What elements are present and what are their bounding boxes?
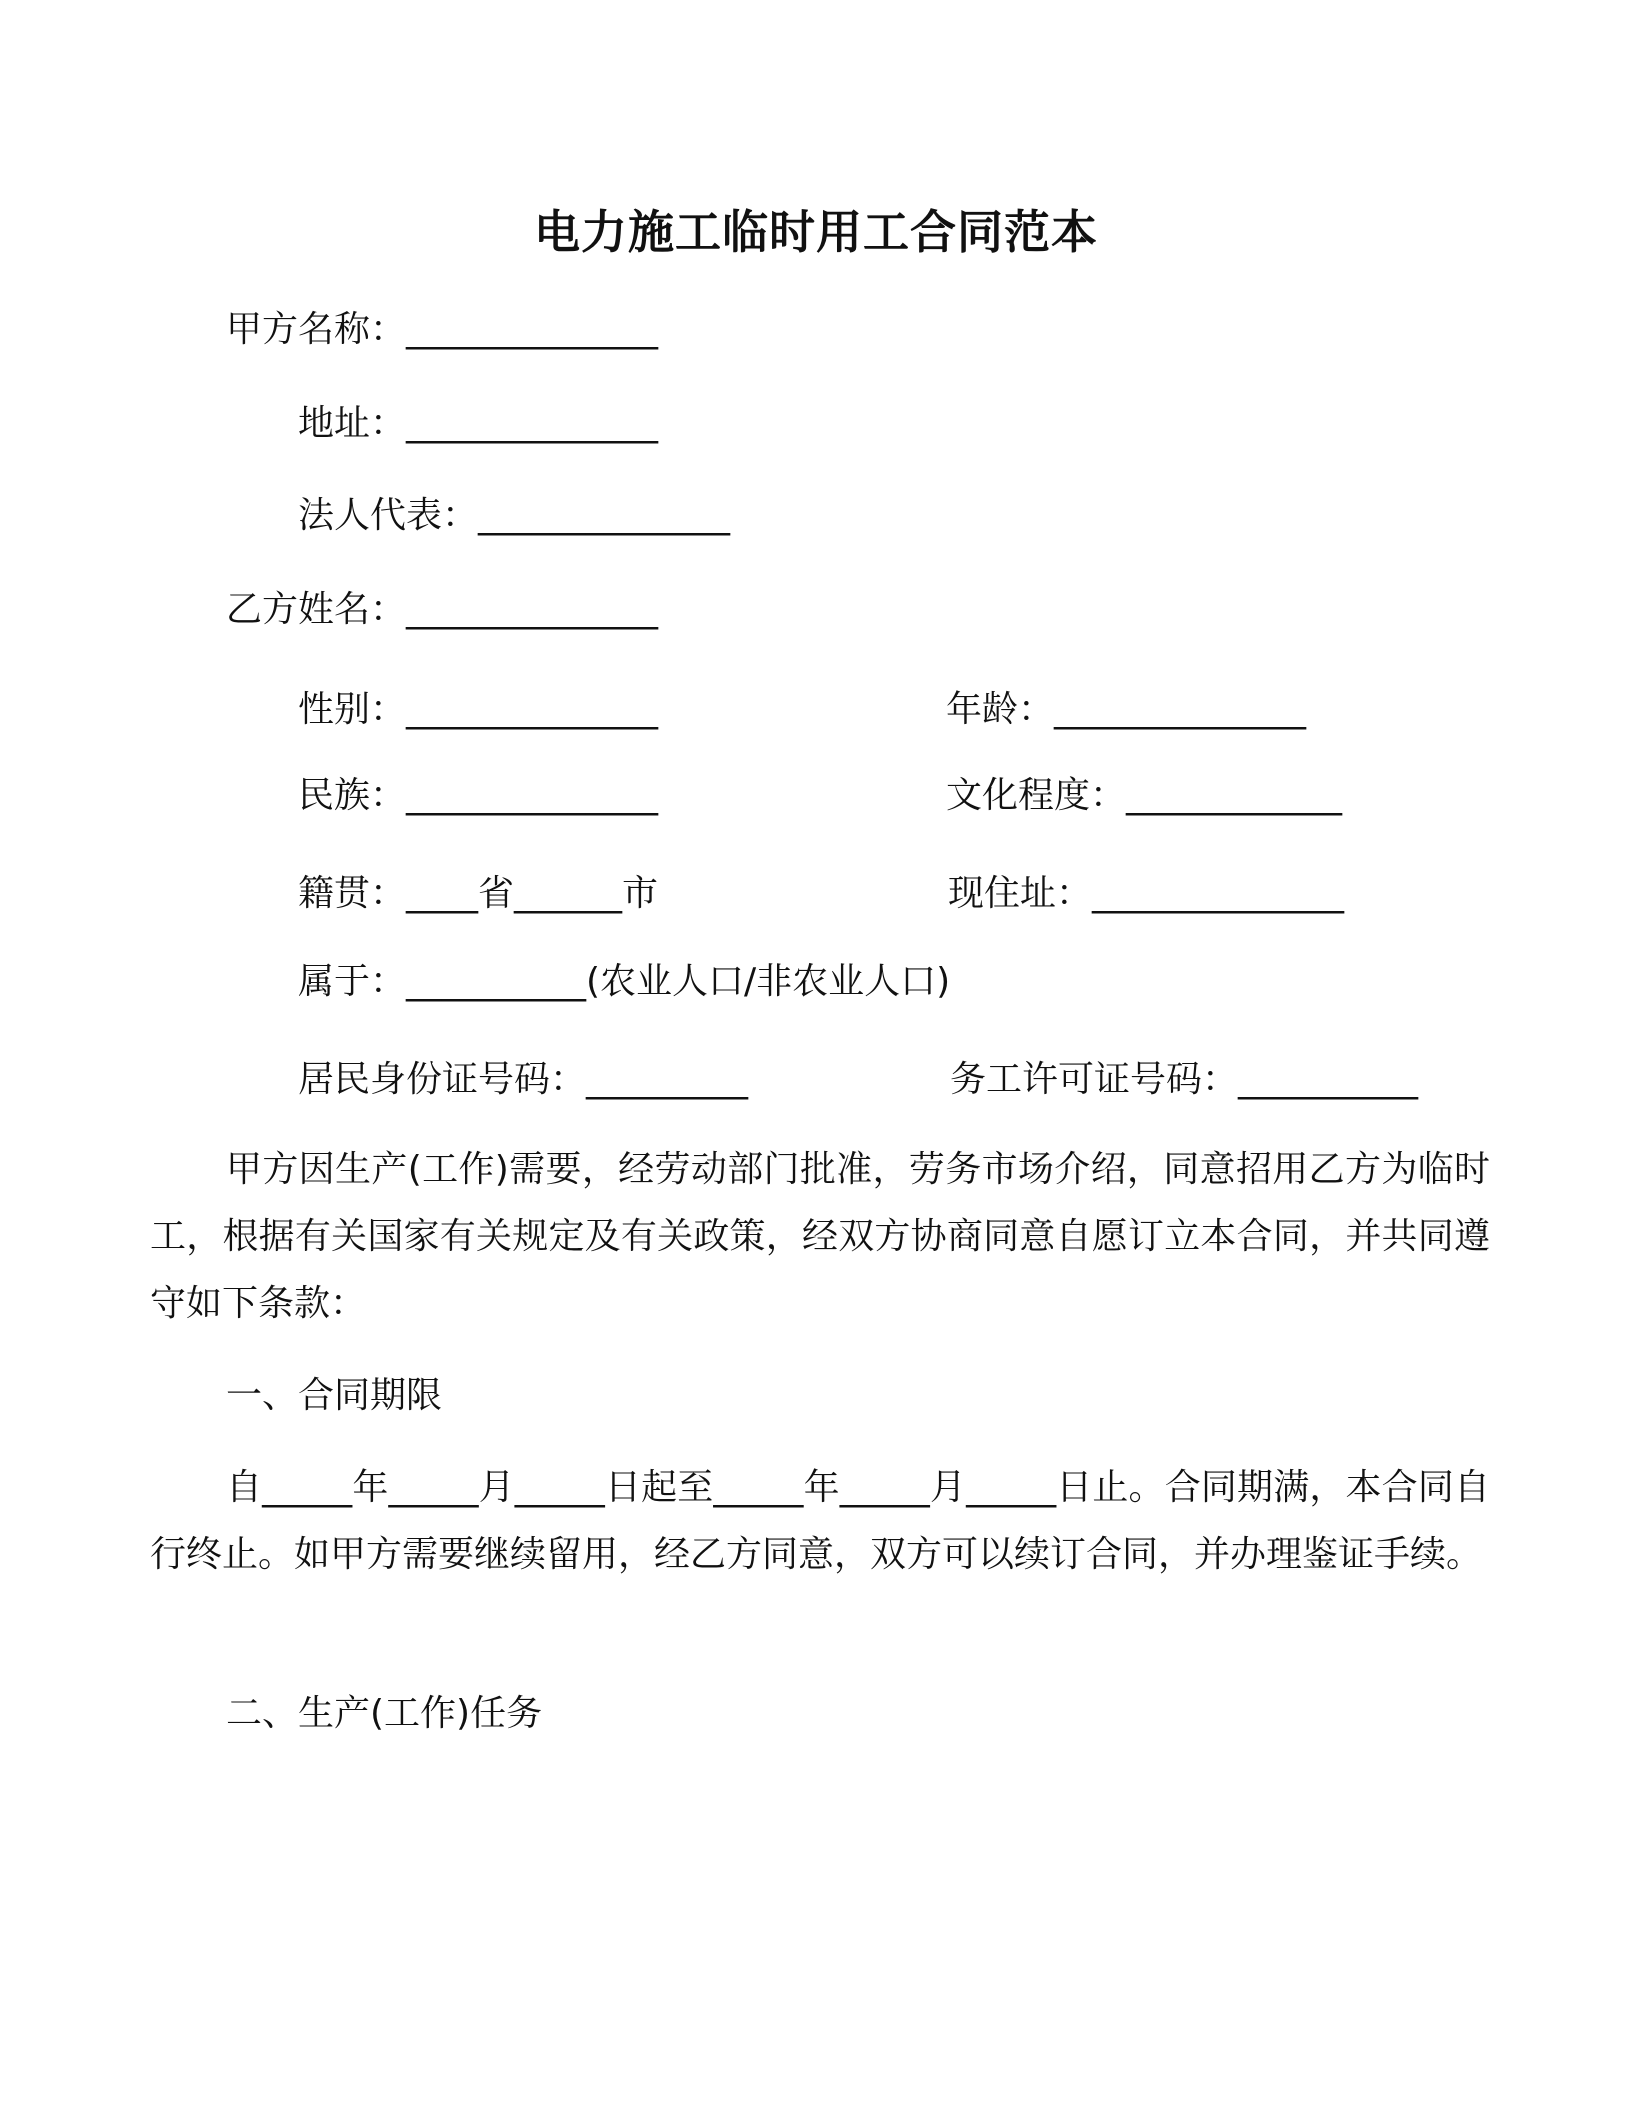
party-a-name-field: 甲方名称：______________ <box>226 309 659 350</box>
party-b-work-permit-field: 务工许可证号码：__________ <box>950 1059 1419 1100</box>
party-a-address-field: 地址：______________ <box>298 403 659 444</box>
section-body-term: 自_____年_____月_____日起至_____年_____月_____日止。合同期满，本合同自行终止。如甲方需要继续留用，经乙方同意，双方可以续订合同，并办理鉴证手续。 <box>150 1467 1490 1575</box>
party-a-legal-rep-field: 法人代表：______________ <box>298 495 731 536</box>
page-title: 电力施工临时用工合同范本 <box>534 205 1098 259</box>
party-b-age-field: 年龄：______________ <box>946 689 1307 730</box>
party-b-origin-field: 籍贯：____省______市 <box>298 873 659 914</box>
party-b-education-field: 文化程度：____________ <box>946 775 1343 816</box>
section-heading-term: 一、合同期限 <box>226 1375 443 1416</box>
party-b-ethnicity-field: 民族：______________ <box>298 775 659 816</box>
party-b-residence-field: 现住址：______________ <box>948 873 1345 914</box>
party-b-id-number-field: 居民身份证号码：_________ <box>298 1059 749 1100</box>
section-heading-task: 二、生产(工作)任务 <box>226 1693 543 1734</box>
party-b-category-field: 属于：__________(农业人口/非农业人口) <box>298 961 951 1002</box>
party-b-name-field: 乙方姓名：______________ <box>226 589 659 630</box>
party-b-gender-field: 性别：______________ <box>298 689 659 730</box>
intro-paragraph: 甲方因生产(工作)需要，经劳动部门批准，劳务市场介绍，同意招用乙方为临时工，根据有关国家有关规定及有关政策，经双方协商同意自愿订立本合同，并共同遵守如下条款： <box>150 1149 1490 1324</box>
